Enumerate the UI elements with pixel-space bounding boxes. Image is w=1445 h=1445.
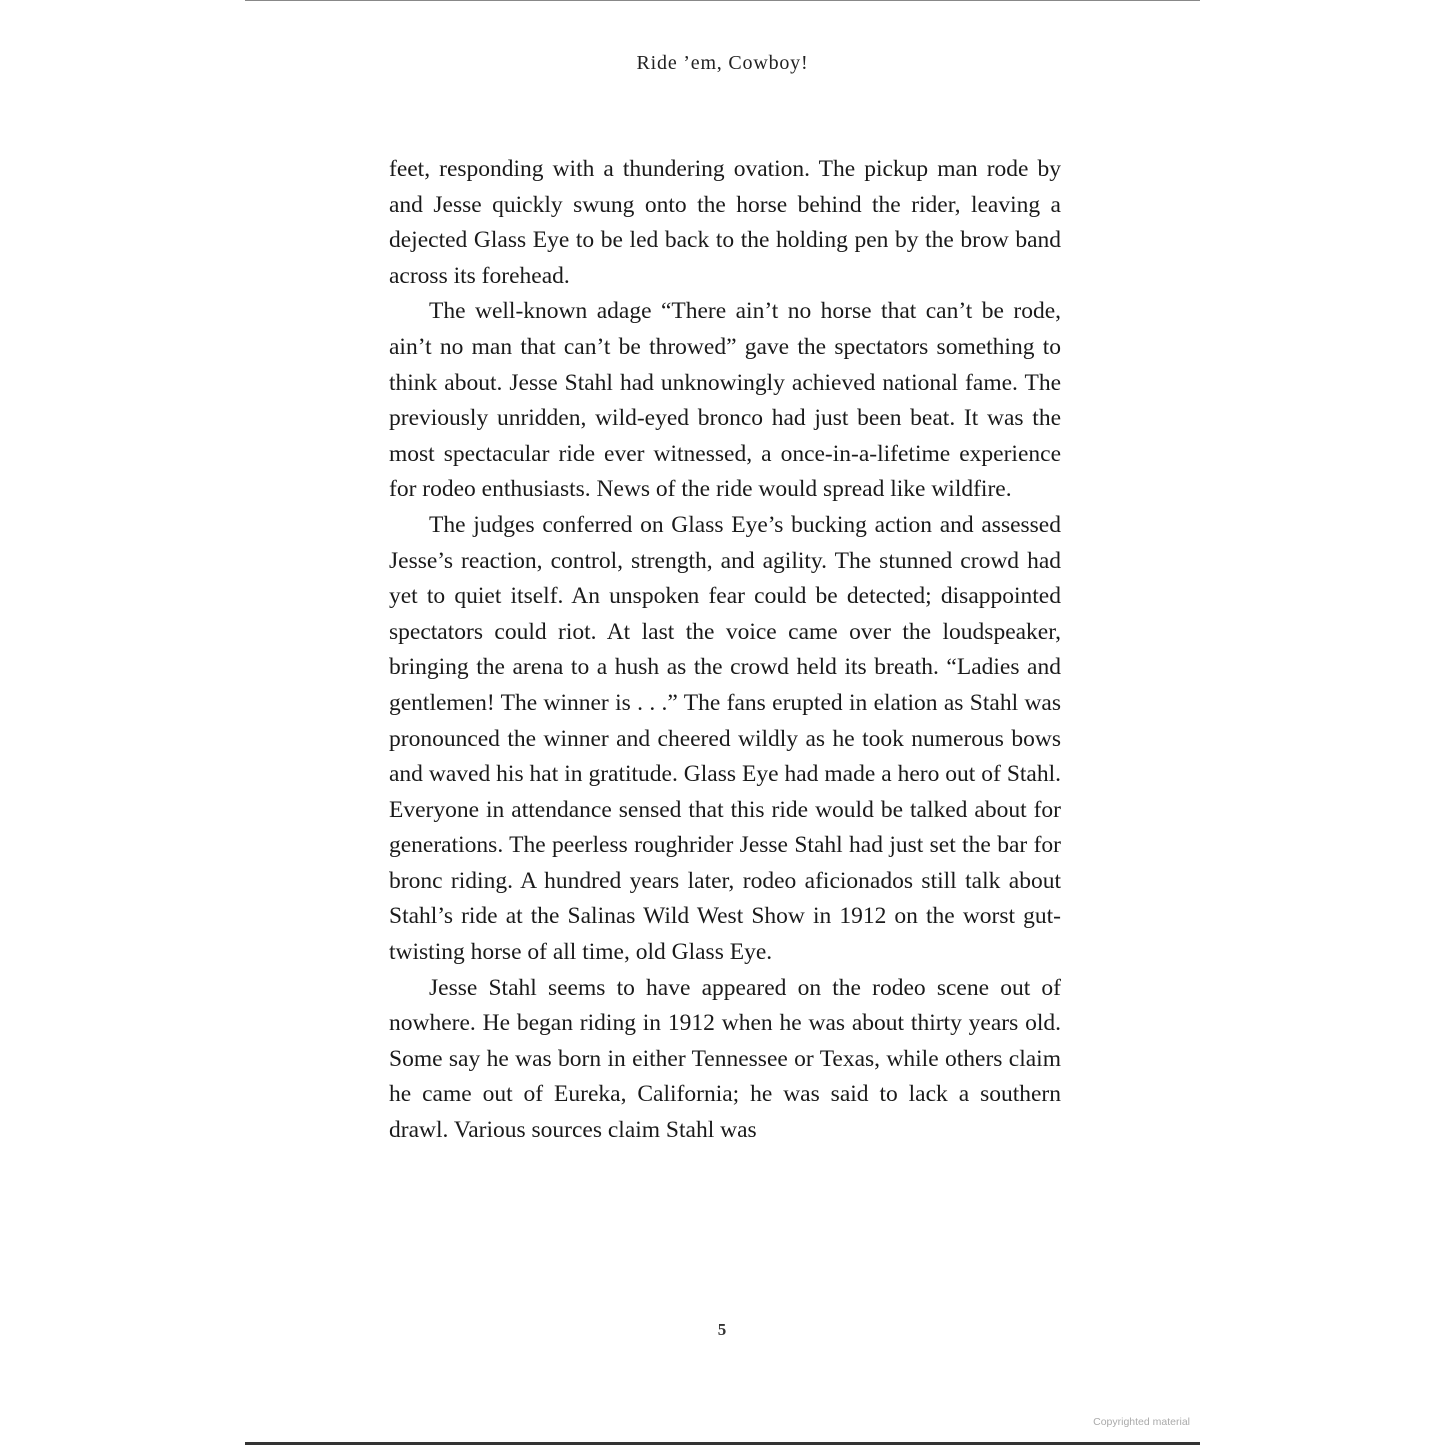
body-text [389, 152, 1061, 1149]
paragraph-1: feet, responding with a thundering ovation. The pickup man rode by and Jesse quickly swung onto the horse behind the rider, leaving a dejected Glass Eye to be led back to the holding pen by the brow band across its forehead. [389, 156, 1061, 289]
top-rule [245, 0, 1200, 1]
paragraph-3: The judges conferred on Glass Eye’s bucking action and assessed Jesse’s reaction, control, strength, and agility. The stunned crowd had yet to quiet itself. An unspoken fear could be detected; disappointed spectators could riot. At last the voice came over the loudspeaker, bringing the arena to a hush as the crowd held its breath. “Ladies and gentlemen! The winner is . . .” The fans erupted in elation as Stahl was pronounced the winner and cheered wildly as he took numerous bows and waved his hat in gratitude. Glass Eye had made a hero out of Stahl. Everyone in attendance sensed that this ride would be talked about for generations. The peerless roughrider Jesse Stahl had just set the bar for bronc riding. A hundred years later, rodeo aficionados still talk about Stahl’s ride at the Salinas Wild West Show in 1912 on the worst gut-twisting horse of all time, old Glass Eye. [389, 511, 1061, 966]
copyright-watermark: Copyrighted material [1093, 1416, 1190, 1428]
paragraph-2: The well-known adage “There ain’t no horse that can’t be rode, ain’t no man that can’t be throwed” gave the spectators something to think about. Jesse Stahl had unknowingly achieved national fame. The previously unridden, wild-eyed bronco had just been beat. It was the most spectacular ride ever witnessed, a once-in-a-lifetime experience for rodeo enthusiasts. News of the ride would spread like wildfire. [389, 298, 1061, 503]
running-head-title: Ride ’em, Cowboy! [636, 52, 809, 74]
page-number: 5 [717, 1320, 728, 1339]
paragraph-4: Jesse Stahl seems to have appeared on the rodeo scene out of nowhere. He began riding in 1912 when he was about thirty years old. Some say he was born in either Tennessee or Texas, while others claim he came out of Eureka, California; he was said to lack a southern drawl. Various sources claim Stahl was [389, 974, 1061, 1144]
